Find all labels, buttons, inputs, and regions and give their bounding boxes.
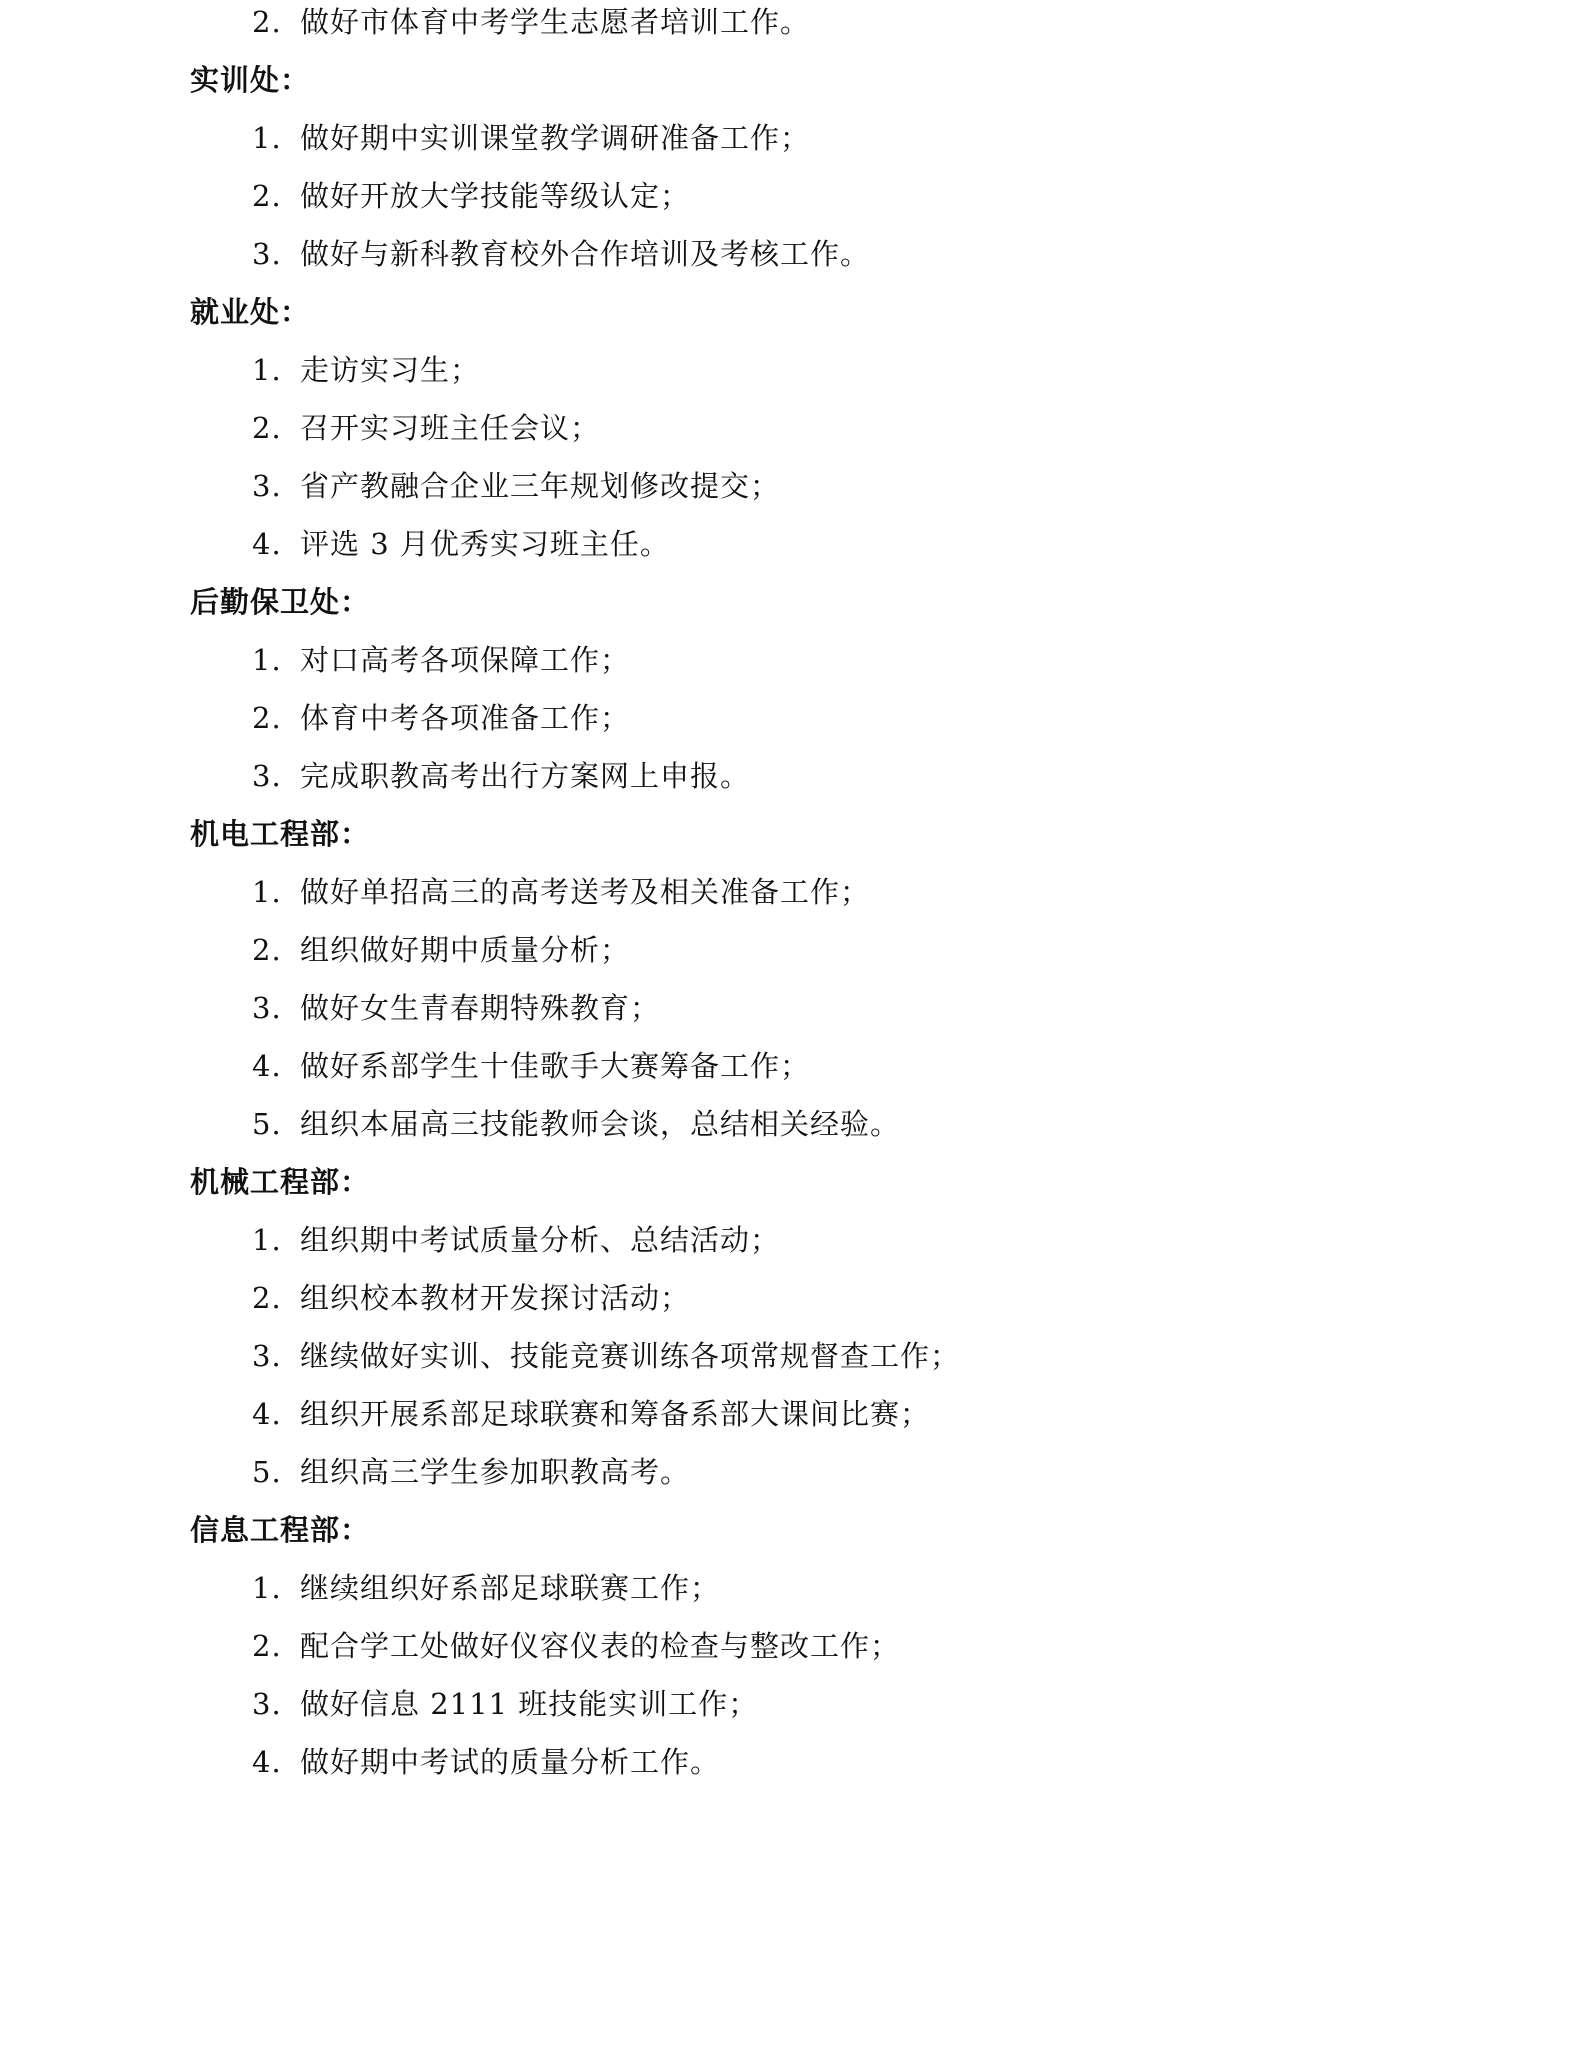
list-item xyxy=(252,643,631,677)
list-item-text: 做好女生青春期特殊教育； xyxy=(300,991,661,1025)
list-item-text: 组织开展系部足球联赛和筹备系部大课间比赛； xyxy=(300,1397,931,1431)
list-item-number: 1. xyxy=(252,1223,282,1257)
list-item-text: 做好期中实训课堂教学调研准备工作； xyxy=(300,121,811,155)
list-item xyxy=(252,1223,781,1257)
list-item xyxy=(252,759,751,793)
list-item-text: 做好与新科教育校外合作培训及考核工作。 xyxy=(300,237,871,271)
list-item xyxy=(252,1281,691,1315)
list-item-text: 做好系部学生十佳歌手大赛筹备工作； xyxy=(300,1049,811,1083)
section-heading-electromechanical: 机电工程部： xyxy=(190,817,371,851)
list-item-text: 组织本届高三技能教师会谈，总结相关经验。 xyxy=(300,1107,901,1141)
list-item-number: 2. xyxy=(252,411,282,445)
list-item xyxy=(252,1571,721,1605)
list-item-text: 对口高考各项保障工作； xyxy=(300,643,631,677)
list-item-number: 3. xyxy=(252,991,282,1025)
list-item-number: 2. xyxy=(252,933,282,967)
list-item xyxy=(252,5,811,39)
list-item-number: 1. xyxy=(252,643,282,677)
list-item xyxy=(252,875,871,909)
list-item xyxy=(252,411,601,445)
list-item xyxy=(252,1049,811,1083)
list-item xyxy=(252,179,691,213)
list-item xyxy=(252,1455,691,1489)
list-item-text: 做好期中考试的质量分析工作。 xyxy=(300,1745,721,1779)
list-item-text: 组织期中考试质量分析、总结活动； xyxy=(300,1223,781,1257)
list-item-text: 召开实习班主任会议； xyxy=(300,411,601,445)
list-item xyxy=(252,527,670,561)
list-item xyxy=(252,1339,961,1373)
list-item-text: 做好开放大学技能等级认定； xyxy=(300,179,691,213)
list-item-number: 4. xyxy=(252,1397,282,1431)
list-item-text: 评选 3 月优秀实习班主任。 xyxy=(300,527,670,561)
section-heading-information-engineering: 信息工程部： xyxy=(190,1513,371,1547)
list-item-number: 5. xyxy=(252,1455,282,1489)
list-item-number: 3. xyxy=(252,1687,282,1721)
list-item-text: 省产教融合企业三年规划修改提交； xyxy=(300,469,781,503)
list-item-number: 2. xyxy=(252,1629,282,1663)
list-item-number: 2. xyxy=(252,179,282,213)
list-item-number: 1. xyxy=(252,353,282,387)
list-item-text: 继续做好实训、技能竞赛训练各项常规督查工作； xyxy=(300,1339,961,1373)
list-item-number: 2. xyxy=(252,1281,282,1315)
list-item-text: 组织校本教材开发探讨活动； xyxy=(300,1281,691,1315)
list-item-text: 配合学工处做好仪容仪表的检查与整改工作； xyxy=(300,1629,901,1663)
list-item xyxy=(252,469,781,503)
section-heading-mechanical: 机械工程部： xyxy=(190,1165,371,1199)
list-item-number: 4. xyxy=(252,527,282,561)
list-item xyxy=(252,1629,901,1663)
list-item-text: 组织做好期中质量分析； xyxy=(300,933,631,967)
list-item xyxy=(252,237,871,271)
list-item-number: 4. xyxy=(252,1745,282,1779)
list-item-number: 1. xyxy=(252,121,282,155)
list-item xyxy=(252,1745,721,1779)
list-item-text: 做好市体育中考学生志愿者培训工作。 xyxy=(300,5,811,39)
list-item xyxy=(252,353,481,387)
list-item-text: 做好单招高三的高考送考及相关准备工作； xyxy=(300,875,871,909)
list-item xyxy=(252,1397,931,1431)
list-item-text: 完成职教高考出行方案网上申报。 xyxy=(300,759,751,793)
list-item-number: 5. xyxy=(252,1107,282,1141)
list-item-text: 做好信息 2111 班技能实训工作； xyxy=(300,1687,759,1721)
list-item-number: 4. xyxy=(252,1049,282,1083)
list-item-number: 1. xyxy=(252,875,282,909)
list-item xyxy=(252,1687,759,1721)
list-item xyxy=(252,991,661,1025)
list-item-text: 走访实习生； xyxy=(300,353,481,387)
list-item-text: 体育中考各项准备工作； xyxy=(300,701,631,735)
list-item-number: 2. xyxy=(252,701,282,735)
list-item xyxy=(252,701,631,735)
list-item-number: 3. xyxy=(252,237,282,271)
section-heading-logistics-security: 后勤保卫处： xyxy=(190,585,371,619)
list-item xyxy=(252,1107,901,1141)
list-item-number: 1. xyxy=(252,1571,282,1605)
list-item xyxy=(252,121,811,155)
list-item-number: 3. xyxy=(252,469,282,503)
list-item-number: 2. xyxy=(252,5,282,39)
section-heading-employment: 就业处： xyxy=(190,295,311,329)
list-item-text: 组织高三学生参加职教高考。 xyxy=(300,1455,691,1489)
list-item-text: 继续组织好系部足球联赛工作； xyxy=(300,1571,721,1605)
list-item-number: 3. xyxy=(252,759,282,793)
list-item-number: 3. xyxy=(252,1339,282,1373)
list-item xyxy=(252,933,631,967)
section-heading-training: 实训处： xyxy=(190,63,311,97)
